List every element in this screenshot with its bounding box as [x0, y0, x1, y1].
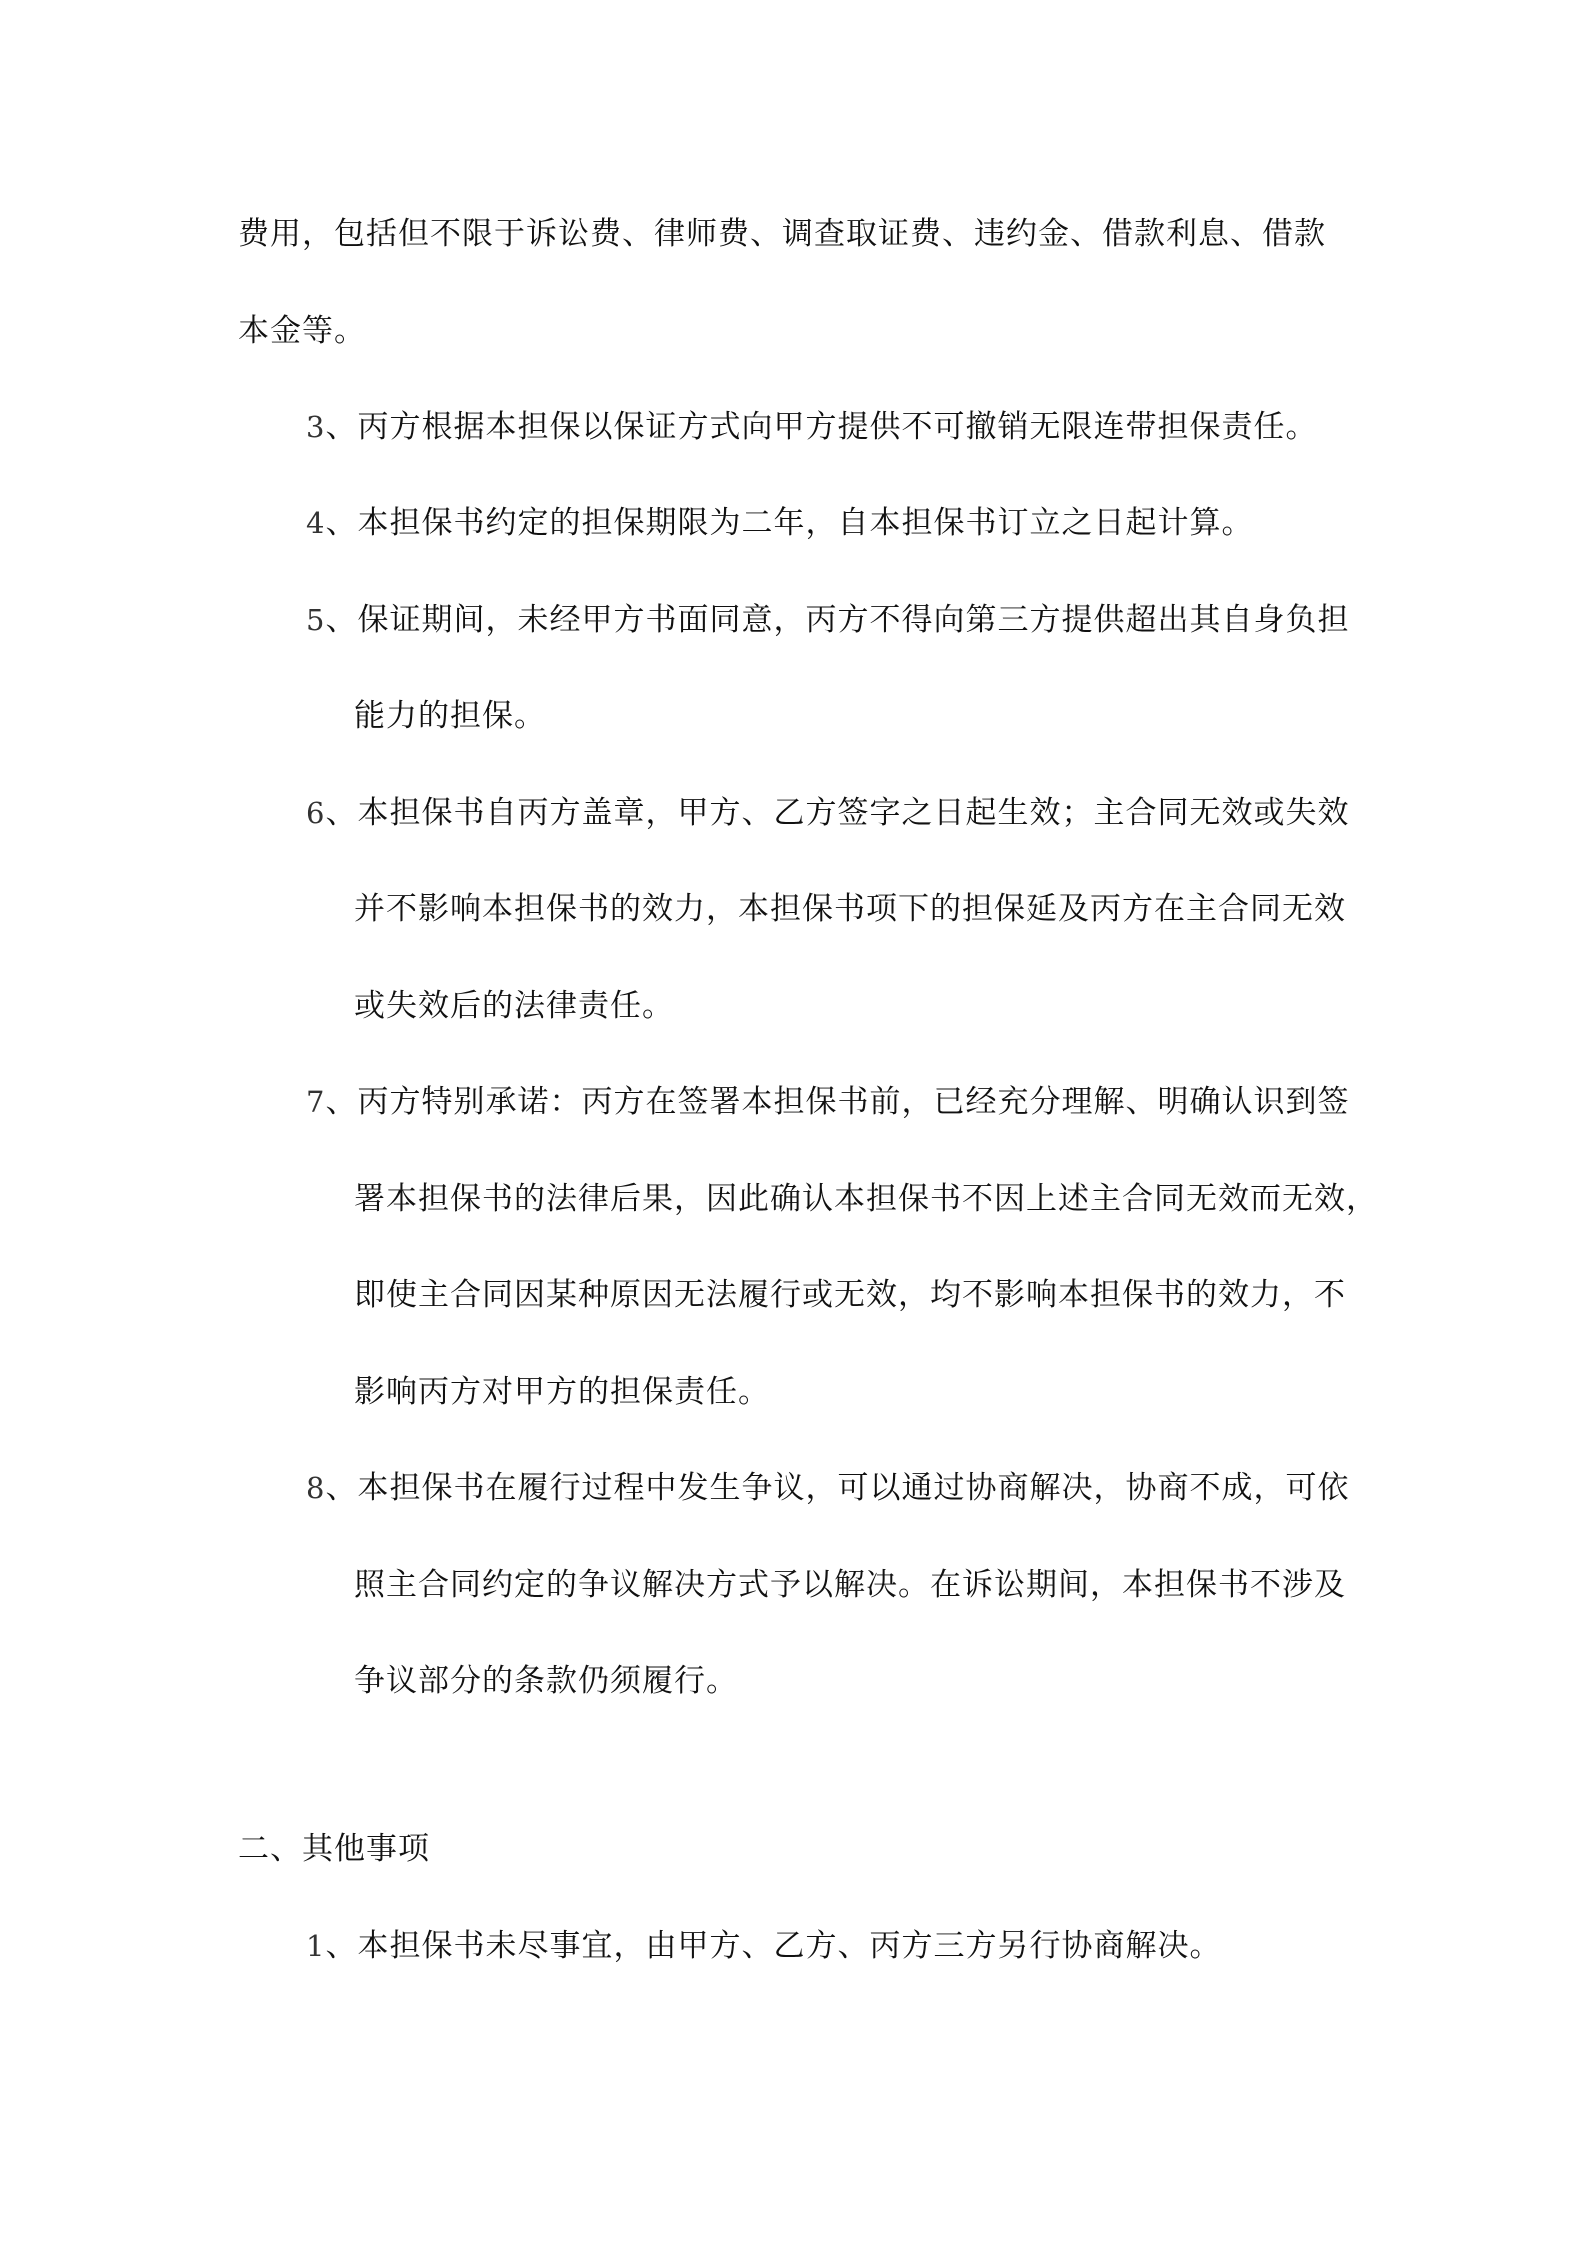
clause-number: 3 — [306, 410, 326, 444]
clause-number: 1 — [306, 1929, 326, 1963]
section-2-clause-1 — [306, 1926, 1221, 1966]
clause-8-continued-2 — [354, 1661, 738, 1701]
section-heading-text: 二、其他事项 — [238, 1831, 430, 1867]
line-text: 费用，包括但不限于诉讼费、律师费、调查取证费、违约金、借款利息、借款 — [238, 216, 1326, 252]
line-text: 争议部分的条款仍须履行。 — [354, 1663, 738, 1699]
text-line-2 — [238, 311, 366, 351]
line-text: 影响丙方对甲方的担保责任。 — [354, 1374, 770, 1410]
text-line-1 — [238, 214, 1326, 254]
clause-number: 8 — [306, 1471, 326, 1505]
clause-text: 、本担保书自丙方盖章，甲方、乙方签字之日起生效；主合同无效或失效 — [325, 795, 1350, 831]
clause-7-continued-3 — [354, 1372, 770, 1412]
clause-7-continued-1 — [354, 1179, 1378, 1219]
line-text: 并不影响本担保书的效力，本担保书项下的担保延及丙方在主合同无效 — [354, 891, 1346, 927]
clause-text: 、丙方根据本担保以保证方式向甲方提供不可撤销无限连带担保责任。 — [325, 409, 1318, 445]
clause-6 — [306, 793, 1349, 833]
line-text: 即使主合同因某种原因无法履行或无效，均不影响本担保书的效力，不 — [354, 1277, 1346, 1313]
clause-3 — [306, 407, 1317, 447]
clause-6-continued-2 — [354, 986, 674, 1026]
clause-6-continued-1 — [354, 889, 1346, 929]
clause-number: 6 — [306, 796, 326, 830]
clause-number: 7 — [306, 1085, 326, 1119]
clause-text: 、本担保书在履行过程中发生争议，可以通过协商解决，协商不成，可依 — [325, 1470, 1350, 1506]
clause-8 — [306, 1468, 1349, 1508]
clause-text: 、保证期间，未经甲方书面同意，丙方不得向第三方提供超出其自身负担 — [325, 602, 1350, 638]
section-heading — [238, 1829, 430, 1869]
clause-5-continued — [354, 696, 546, 736]
line-text: 署本担保书的法律后果，因此确认本担保书不因上述主合同无效而无效， — [354, 1181, 1378, 1217]
clause-7-continued-2 — [354, 1275, 1346, 1315]
clause-number: 4 — [306, 506, 326, 540]
line-text: 能力的担保。 — [354, 698, 546, 734]
line-text: 照主合同约定的争议解决方式予以解决。在诉讼期间，本担保书不涉及 — [354, 1567, 1346, 1603]
clause-text: 、本担保书约定的担保期限为二年，自本担保书订立之日起计算。 — [325, 505, 1254, 541]
line-text: 或失效后的法律责任。 — [354, 988, 674, 1024]
clause-4 — [306, 503, 1253, 543]
clause-number: 5 — [306, 603, 326, 637]
clause-text: 、丙方特别承诺：丙方在签署本担保书前，已经充分理解、明确认识到签 — [325, 1084, 1350, 1120]
line-text: 本金等。 — [238, 313, 366, 349]
clause-text: 、本担保书未尽事宜，由甲方、乙方、丙方三方另行协商解决。 — [325, 1928, 1222, 1964]
clause-8-continued-1 — [354, 1565, 1346, 1605]
clause-5 — [306, 600, 1349, 640]
clause-7 — [306, 1082, 1349, 1122]
